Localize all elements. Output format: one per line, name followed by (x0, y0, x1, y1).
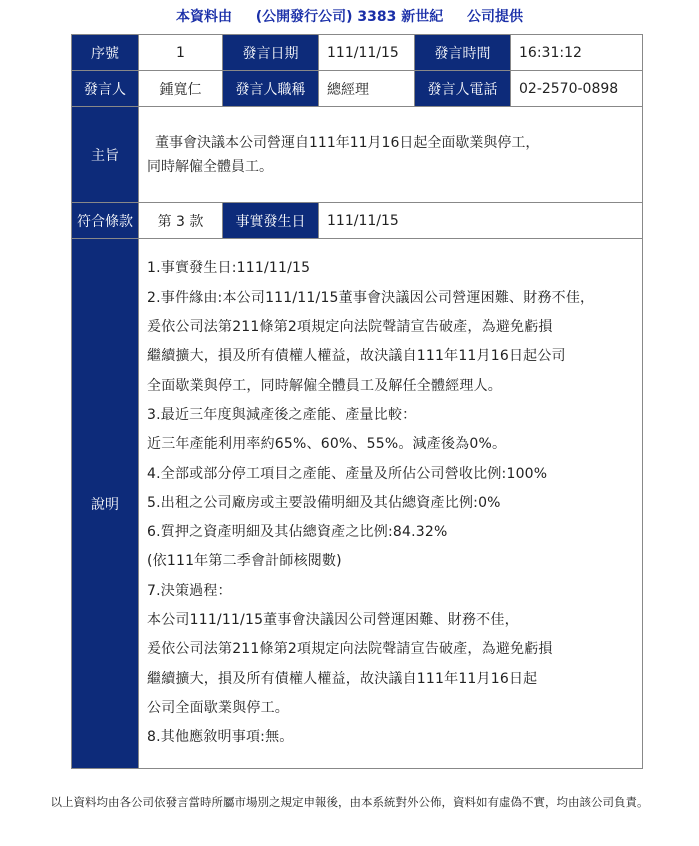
row-speaker (72, 71, 643, 107)
description-line: 全面歇業與停工，同時解僱全體員工及解任全體經理人。 (147, 377, 502, 394)
fact-date-label: 事實發生日 (223, 203, 319, 239)
subject-line-2: 同時解僱全體員工。 (147, 158, 273, 175)
row-clause (72, 203, 643, 239)
description-line: 2.事件緣由:本公司111/11/15董事會決議因公司營運困難、財務不佳， (147, 289, 595, 306)
time-value: 16:31:12 (511, 35, 643, 71)
description-content (139, 239, 643, 769)
description-label: 說明 (72, 239, 139, 769)
description-line: 3.最近三年度與減產後之產能、產量比較： (147, 406, 417, 423)
speaker-title-label: 發言人職稱 (223, 71, 319, 107)
description-line: 繼續擴大，損及所有債權人權益，故決議自111年11月16日起公司 (147, 348, 566, 365)
date-label: 發言日期 (223, 35, 319, 71)
company-name: 新世紀 (401, 9, 444, 25)
subject-label: 主旨 (72, 107, 139, 203)
company-type: (公開發行公司) (255, 9, 353, 25)
date-value: 111/11/15 (319, 35, 415, 71)
seq-value: 1 (139, 35, 223, 71)
description-line: 7.決策過程： (147, 582, 232, 599)
description-line: 1.事實發生日:111/11/15 (147, 260, 311, 277)
clause-value: 第 3 款 (139, 203, 223, 239)
subject-content (139, 107, 643, 203)
announcement-table (71, 34, 643, 769)
time-label: 發言時間 (415, 35, 511, 71)
header-suffix: 公司提供 (467, 9, 523, 25)
page-header (0, 6, 699, 26)
header-prefix: 本資料由 (175, 9, 232, 25)
fact-date-value: 111/11/15 (319, 203, 643, 239)
speaker-label: 發言人 (72, 71, 139, 107)
description-line: 爰依公司法第211條第2項規定向法院聲請宣告破產，為避免虧損 (147, 641, 553, 658)
description-line: 6.質押之資產明細及其佔總資產之比例:84.32% (147, 524, 448, 541)
disclaimer-footer: 以上資料均由各公司依發言當時所屬市場別之規定申報後，由本系統對外公佈，資料如有虛偽不實，均由該公司負責。 (50, 795, 649, 809)
description-line: 公司全面歇業與停工。 (147, 699, 289, 716)
description-line: 5.出租之公司廠房或主要設備明細及其佔總資產比例:0% (147, 494, 501, 511)
subject-line-1: 董事會決議本公司營運自111年11月16日起全面歇業與停工， (155, 134, 540, 151)
speaker-value: 鍾寬仁 (139, 71, 223, 107)
speaker-phone-value: 02-2570-0898 (511, 71, 643, 107)
company-code: 3383 (357, 9, 397, 25)
description-line: (依111年第二季會計師核閱數) (147, 553, 342, 570)
description-line: 4.全部或部分停工項目之產能、產量及所佔公司營收比例:100% (147, 465, 548, 482)
seq-label: 序號 (72, 35, 139, 71)
speaker-phone-label: 發言人電話 (415, 71, 511, 107)
row-subject (72, 107, 643, 203)
row-seq-date-time (72, 35, 643, 71)
description-line: 8.其他應敘明事項:無。 (147, 729, 294, 746)
description-line: 繼續擴大，損及所有債權人權益，故決議自111年11月16日起 (147, 670, 538, 687)
description-line: 近三年產能利用率約65%、60%、55%。減產後為0%。 (147, 436, 507, 453)
clause-label: 符合條款 (72, 203, 139, 239)
speaker-title-value: 總經理 (319, 71, 415, 107)
row-description (72, 239, 643, 769)
description-line: 本公司111/11/15董事會決議因公司營運困難、財務不佳， (147, 612, 519, 629)
description-line: 爰依公司法第211條第2項規定向法院聲請宣告破產，為避免虧損 (147, 319, 553, 336)
